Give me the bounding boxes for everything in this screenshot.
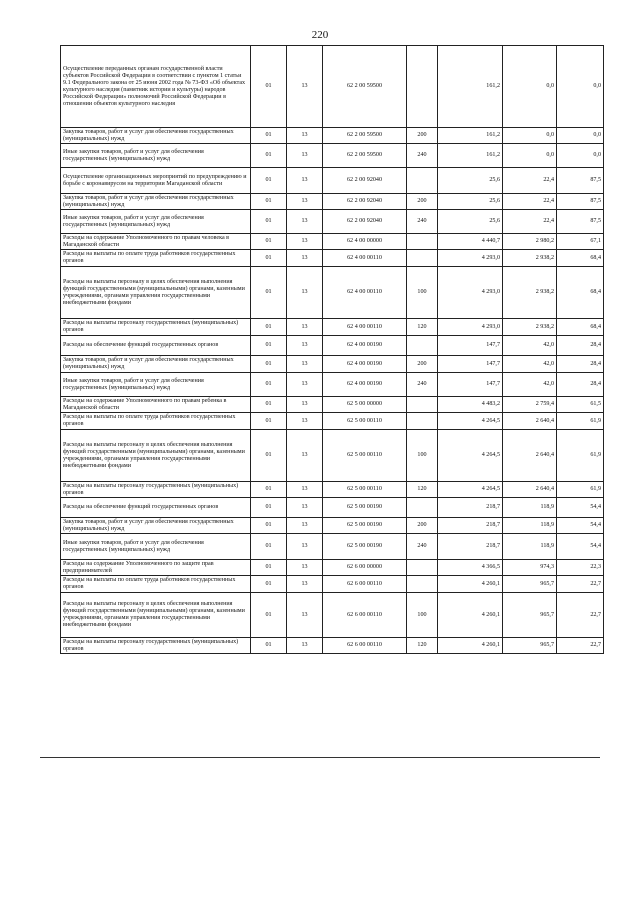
expense-type-code: 240: [407, 210, 438, 234]
subsection-code: 13: [287, 593, 323, 638]
execution-percent: 22,7: [557, 576, 604, 593]
execution-percent: 87,5: [557, 194, 604, 210]
subsection-code: 13: [287, 534, 323, 560]
row-description: Осуществление организационных мероприятий по предупреждению и борьбе с коронавирусом на территории Магаданской области: [61, 168, 251, 194]
table-row: [61, 319, 604, 336]
execution-percent: 61,9: [557, 430, 604, 482]
execution-percent: 67,1: [557, 234, 604, 250]
subsection-code: 13: [287, 576, 323, 593]
section-code: 01: [251, 168, 287, 194]
target-article-code: 62 2 00 59500: [323, 144, 407, 168]
row-description: Расходы на выплаты по оплате труда работников государственных органов: [61, 413, 251, 430]
execution-percent: 28,4: [557, 336, 604, 356]
executed-amount: 2 980,2: [503, 234, 557, 250]
subsection-code: 13: [287, 397, 323, 413]
target-article-code: 62 2 00 92040: [323, 168, 407, 194]
approved-amount: 161,2: [438, 128, 503, 144]
approved-amount: 4 293,0: [438, 267, 503, 319]
subsection-code: 13: [287, 373, 323, 397]
executed-amount: 0,0: [503, 46, 557, 128]
target-article-code: 62 4 00 00110: [323, 319, 407, 336]
section-code: 01: [251, 319, 287, 336]
target-article-code: 62 5 00 00190: [323, 498, 407, 518]
approved-amount: 4 293,0: [438, 319, 503, 336]
section-code: 01: [251, 482, 287, 498]
executed-amount: 2 640,4: [503, 482, 557, 498]
row-description: Расходы на содержание Уполномоченного по правам ребенка в Магаданской области: [61, 397, 251, 413]
row-description: Закупка товаров, работ и услуг для обеспечения государственных (муниципальных) нужд: [61, 128, 251, 144]
row-description: Расходы на выплаты персоналу государственных (муниципальных) органов: [61, 638, 251, 654]
row-description: Иные закупки товаров, работ и услуг для обеспечения государственных (муниципальных) нужд: [61, 144, 251, 168]
executed-amount: 22,4: [503, 210, 557, 234]
table-row: [61, 234, 604, 250]
execution-percent: 28,4: [557, 373, 604, 397]
executed-amount: 118,9: [503, 534, 557, 560]
target-article-code: 62 2 00 59500: [323, 46, 407, 128]
section-code: 01: [251, 46, 287, 128]
table-row: [61, 194, 604, 210]
subsection-code: 13: [287, 234, 323, 250]
section-code: 01: [251, 373, 287, 397]
section-code: 01: [251, 576, 287, 593]
row-description: Расходы на выплаты персоналу в целях обеспечения выполнения функций государственными (муниципальными) органами, казенными учреждениями, органами управления государственными внебюджетными фондами: [61, 593, 251, 638]
target-article-code: 62 6 00 00110: [323, 638, 407, 654]
section-code: 01: [251, 638, 287, 654]
subsection-code: 13: [287, 194, 323, 210]
expense-type-code: 100: [407, 430, 438, 482]
expense-type-code: 100: [407, 267, 438, 319]
approved-amount: 4 483,2: [438, 397, 503, 413]
row-description: Расходы на выплаты персоналу государственных (муниципальных) органов: [61, 482, 251, 498]
expense-type-code: [407, 413, 438, 430]
target-article-code: 62 5 00 00000: [323, 397, 407, 413]
budget-table: [60, 45, 604, 654]
execution-percent: 61,9: [557, 413, 604, 430]
table-row: [61, 498, 604, 518]
execution-percent: 22,7: [557, 593, 604, 638]
approved-amount: 25,6: [438, 168, 503, 194]
approved-amount: 147,7: [438, 356, 503, 373]
execution-percent: 61,9: [557, 482, 604, 498]
subsection-code: 13: [287, 336, 323, 356]
table-row: [61, 336, 604, 356]
section-code: 01: [251, 430, 287, 482]
subsection-code: 13: [287, 250, 323, 267]
section-code: 01: [251, 336, 287, 356]
section-code: 01: [251, 413, 287, 430]
target-article-code: 62 5 00 00110: [323, 482, 407, 498]
approved-amount: 25,6: [438, 210, 503, 234]
subsection-code: 13: [287, 46, 323, 128]
execution-percent: 0,0: [557, 46, 604, 128]
section-code: 01: [251, 397, 287, 413]
section-code: 01: [251, 194, 287, 210]
execution-percent: 0,0: [557, 128, 604, 144]
section-code: 01: [251, 234, 287, 250]
row-description: Закупка товаров, работ и услуг для обеспечения государственных (муниципальных) нужд: [61, 194, 251, 210]
executed-amount: 22,4: [503, 168, 557, 194]
executed-amount: 2 938,2: [503, 250, 557, 267]
executed-amount: 2 938,2: [503, 319, 557, 336]
row-description: Расходы на выплаты по оплате труда работников государственных органов: [61, 576, 251, 593]
expense-type-code: [407, 250, 438, 267]
target-article-code: 62 4 00 00190: [323, 356, 407, 373]
section-code: 01: [251, 593, 287, 638]
approved-amount: 4 264,5: [438, 482, 503, 498]
executed-amount: 118,9: [503, 518, 557, 534]
expense-type-code: [407, 234, 438, 250]
execution-percent: 28,4: [557, 356, 604, 373]
subsection-code: 13: [287, 319, 323, 336]
executed-amount: 965,7: [503, 576, 557, 593]
row-description: Расходы на содержание Уполномоченного по правам человека в Магаданской области: [61, 234, 251, 250]
section-code: 01: [251, 534, 287, 560]
executed-amount: 42,0: [503, 336, 557, 356]
executed-amount: 974,3: [503, 560, 557, 576]
subsection-code: 13: [287, 210, 323, 234]
executed-amount: 2 640,4: [503, 430, 557, 482]
row-description: Закупка товаров, работ и услуг для обеспечения государственных (муниципальных) нужд: [61, 518, 251, 534]
executed-amount: 0,0: [503, 128, 557, 144]
execution-percent: 0,0: [557, 144, 604, 168]
target-article-code: 62 6 00 00110: [323, 593, 407, 638]
section-code: 01: [251, 518, 287, 534]
execution-percent: 68,4: [557, 250, 604, 267]
execution-percent: 54,4: [557, 534, 604, 560]
table-row: [61, 430, 604, 482]
section-code: 01: [251, 356, 287, 373]
executed-amount: 2 640,4: [503, 413, 557, 430]
row-description: Иные закупки товаров, работ и услуг для обеспечения государственных (муниципальных) нужд: [61, 373, 251, 397]
table-row: [61, 560, 604, 576]
table-row: [61, 210, 604, 234]
table-row: [61, 46, 604, 128]
row-description: Расходы на обеспечение функций государственных органов: [61, 336, 251, 356]
row-description: Иные закупки товаров, работ и услуг для обеспечения государственных (муниципальных) нужд: [61, 210, 251, 234]
approved-amount: 4 264,5: [438, 413, 503, 430]
executed-amount: 42,0: [503, 356, 557, 373]
approved-amount: 4 293,0: [438, 250, 503, 267]
approved-amount: 25,6: [438, 194, 503, 210]
expense-type-code: 100: [407, 593, 438, 638]
row-description: Расходы на обеспечение функций государственных органов: [61, 498, 251, 518]
section-code: 01: [251, 210, 287, 234]
expense-type-code: 200: [407, 356, 438, 373]
subsection-code: 13: [287, 482, 323, 498]
table-row: [61, 638, 604, 654]
section-code: 01: [251, 250, 287, 267]
target-article-code: 62 5 00 00110: [323, 413, 407, 430]
table-row: [61, 267, 604, 319]
expense-type-code: 200: [407, 518, 438, 534]
row-description: Расходы на выплаты персоналу в целях обеспечения выполнения функций государственными (муниципальными) органами, казенными учреждениями, органами управления государственными внебюджетными фондами: [61, 430, 251, 482]
row-description: Закупка товаров, работ и услуг для обеспечения государственных (муниципальных) нужд: [61, 356, 251, 373]
approved-amount: 161,2: [438, 144, 503, 168]
table-row: [61, 128, 604, 144]
expense-type-code: [407, 46, 438, 128]
expense-type-code: 240: [407, 534, 438, 560]
approved-amount: 4 366,5: [438, 560, 503, 576]
approved-amount: 161,2: [438, 46, 503, 128]
execution-percent: 54,4: [557, 518, 604, 534]
bottom-divider: [40, 757, 600, 758]
row-description: Иные закупки товаров, работ и услуг для обеспечения государственных (муниципальных) нужд: [61, 534, 251, 560]
target-article-code: 62 4 00 00190: [323, 373, 407, 397]
executed-amount: 965,7: [503, 638, 557, 654]
approved-amount: 147,7: [438, 336, 503, 356]
execution-percent: 22,7: [557, 638, 604, 654]
expense-type-code: [407, 498, 438, 518]
execution-percent: 68,4: [557, 319, 604, 336]
target-article-code: 62 5 00 00190: [323, 534, 407, 560]
table-row: [61, 373, 604, 397]
target-article-code: 62 6 00 00000: [323, 560, 407, 576]
expense-type-code: 120: [407, 638, 438, 654]
expense-type-code: [407, 576, 438, 593]
execution-percent: 87,5: [557, 210, 604, 234]
subsection-code: 13: [287, 560, 323, 576]
target-article-code: 62 2 00 92040: [323, 194, 407, 210]
approved-amount: 147,7: [438, 373, 503, 397]
expense-type-code: 120: [407, 319, 438, 336]
table-row: [61, 413, 604, 430]
execution-percent: 61,5: [557, 397, 604, 413]
subsection-code: 13: [287, 144, 323, 168]
section-code: 01: [251, 498, 287, 518]
subsection-code: 13: [287, 128, 323, 144]
target-article-code: 62 5 00 00190: [323, 518, 407, 534]
expense-type-code: 200: [407, 128, 438, 144]
table-row: [61, 397, 604, 413]
approved-amount: 218,7: [438, 498, 503, 518]
target-article-code: 62 4 00 00000: [323, 234, 407, 250]
table-row: [61, 356, 604, 373]
section-code: 01: [251, 267, 287, 319]
executed-amount: 2 938,2: [503, 267, 557, 319]
row-description: Расходы на содержание Уполномоченного по защите прав предпринимателей: [61, 560, 251, 576]
section-code: 01: [251, 560, 287, 576]
row-description: Расходы на выплаты персоналу государственных (муниципальных) органов: [61, 319, 251, 336]
target-article-code: 62 5 00 00110: [323, 430, 407, 482]
execution-percent: 22,3: [557, 560, 604, 576]
subsection-code: 13: [287, 168, 323, 194]
target-article-code: 62 6 00 00110: [323, 576, 407, 593]
table-row: [61, 144, 604, 168]
approved-amount: 4 260,1: [438, 576, 503, 593]
subsection-code: 13: [287, 356, 323, 373]
executed-amount: 0,0: [503, 144, 557, 168]
page-number: 220: [311, 29, 329, 41]
approved-amount: 4 260,1: [438, 593, 503, 638]
approved-amount: 4 260,1: [438, 638, 503, 654]
table-row: [61, 518, 604, 534]
approved-amount: 218,7: [438, 534, 503, 560]
executed-amount: 2 759,4: [503, 397, 557, 413]
section-code: 01: [251, 128, 287, 144]
table-row: [61, 250, 604, 267]
table-row: [61, 168, 604, 194]
target-article-code: 62 4 00 00110: [323, 250, 407, 267]
approved-amount: 218,7: [438, 518, 503, 534]
execution-percent: 87,5: [557, 168, 604, 194]
executed-amount: 965,7: [503, 593, 557, 638]
row-description: Осуществление переданных органам государственной власти субъектов Российской Федерации в соответствии с пунктом 1 статьи 9.1 Федерального закона от 25 июня 2002 года № 73-ФЗ «Об объектах культурного наследия (памятник истории и культуры) народов Российской Федерации» полномочий Российской Федерации в отношении объектов культурного наследия: [61, 46, 251, 128]
target-article-code: 62 4 00 00110: [323, 267, 407, 319]
subsection-code: 13: [287, 498, 323, 518]
subsection-code: 13: [287, 267, 323, 319]
approved-amount: 4 440,7: [438, 234, 503, 250]
row-description: Расходы на выплаты по оплате труда работников государственных органов: [61, 250, 251, 267]
expense-type-code: [407, 168, 438, 194]
expense-type-code: [407, 336, 438, 356]
executed-amount: 42,0: [503, 373, 557, 397]
table-row: [61, 482, 604, 498]
expense-type-code: 200: [407, 194, 438, 210]
row-description: Расходы на выплаты персоналу в целях обеспечения выполнения функций государственными (муниципальными) органами, казенными учреждениями, органами управления государственными внебюджетными фондами: [61, 267, 251, 319]
expense-type-code: 120: [407, 482, 438, 498]
executed-amount: 22,4: [503, 194, 557, 210]
subsection-code: 13: [287, 430, 323, 482]
section-code: 01: [251, 144, 287, 168]
expense-type-code: 240: [407, 144, 438, 168]
table-row: [61, 534, 604, 560]
subsection-code: 13: [287, 518, 323, 534]
approved-amount: 4 264,5: [438, 430, 503, 482]
execution-percent: 54,4: [557, 498, 604, 518]
subsection-code: 13: [287, 638, 323, 654]
expense-type-code: [407, 397, 438, 413]
target-article-code: 62 2 00 59500: [323, 128, 407, 144]
expense-type-code: [407, 560, 438, 576]
execution-percent: 68,4: [557, 267, 604, 319]
expense-type-code: 240: [407, 373, 438, 397]
table-row: [61, 593, 604, 638]
table-row: [61, 576, 604, 593]
target-article-code: 62 4 00 00190: [323, 336, 407, 356]
executed-amount: 118,9: [503, 498, 557, 518]
subsection-code: 13: [287, 413, 323, 430]
target-article-code: 62 2 00 92040: [323, 210, 407, 234]
